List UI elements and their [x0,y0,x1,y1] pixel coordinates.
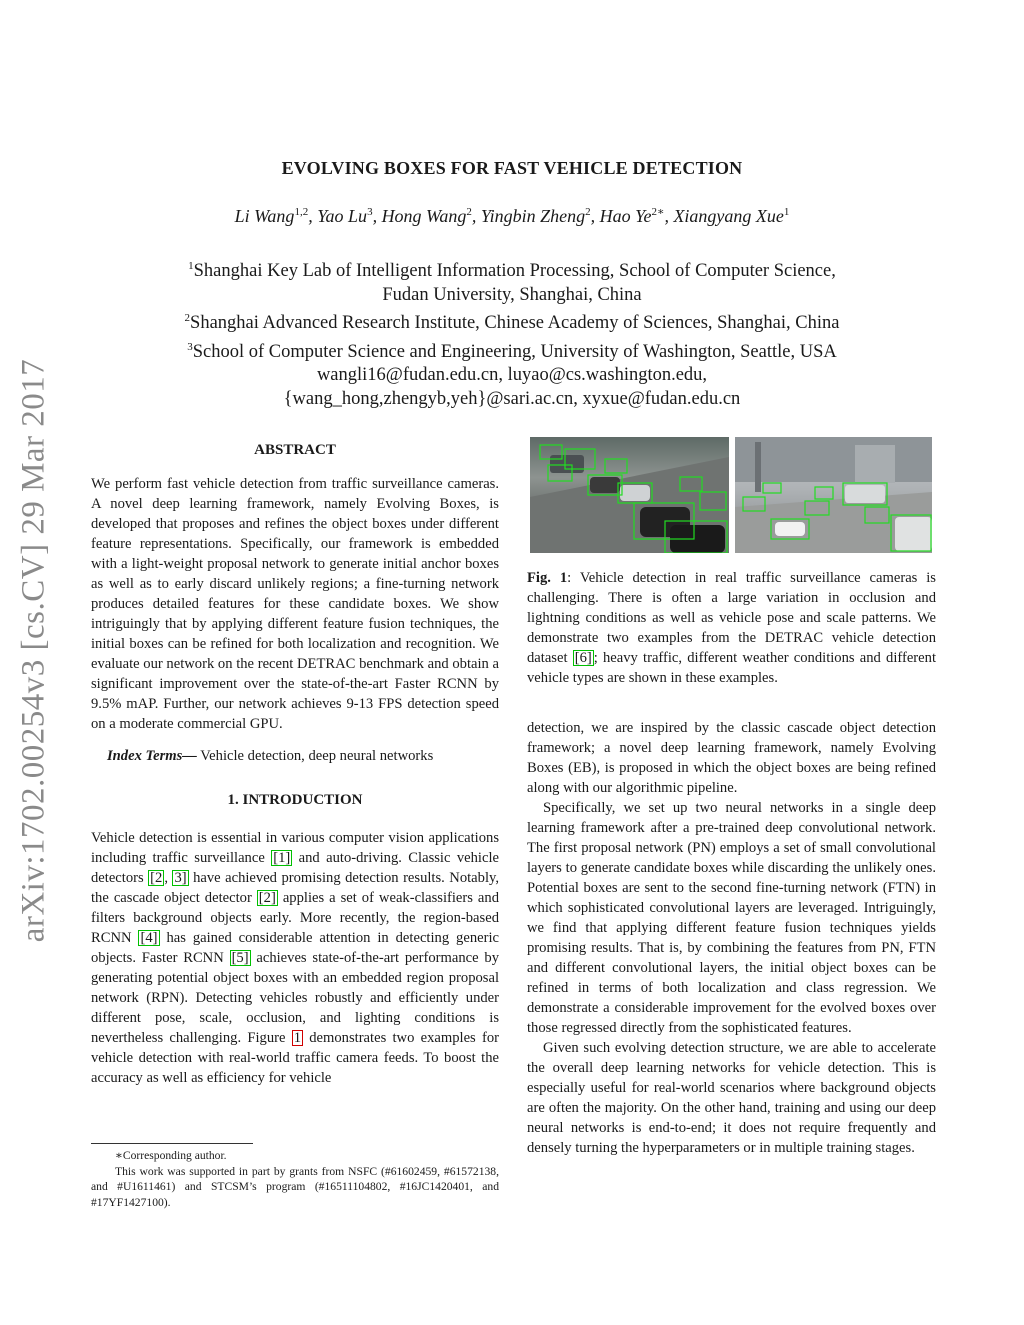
author-affiliation-mark: 1,2 [294,206,309,218]
affiliation-2 [0,307,1024,336]
figure-1-caption [527,568,936,688]
citation-link[interactable]: [4] [140,930,158,946]
affiliation-text: Shanghai Advanced Research Institute, Chinese Academy of Sciences, Shanghai, China [190,313,840,334]
footnote-funding: This work was supported in part by grants from NSFC (#61602459, #61572138, and #U1611461) and STCSM’s program (#16511104802, #16JC1420401, and #17YF1427100). [91,1164,499,1209]
affiliations [0,255,1024,411]
citation-link[interactable]: [5] [231,950,249,966]
affiliation-text: Shanghai Key Lab of Intelligent Information Processing, School of Computer Science, [193,261,836,282]
author-affiliation-mark: 3 [367,206,373,218]
author-affiliation-mark: 2∗ [651,206,665,218]
introduction-paragraph [91,828,499,1088]
text-run: ; heavy traffic, different weather conditions and different vehicle types are shown in these examples. [527,650,936,686]
text-run: : Vehicle detection in real traffic surveillance cameras is challenging. There is often a large variation in occlusion and lightning conditions as well as vehicle pose and scale patterns. We demonstrate two examples from the DETRAC vehicle detection dataset [527,570,936,666]
affiliation-text: School of Computer Science and Engineering, University of Washington, Seattle, USA [192,341,837,362]
text-run: has gained considerable attention in detecting generic objects. Faster RCNN [91,930,499,966]
affiliation-mark: 2 [184,312,191,325]
author-name: Li Wang [234,206,295,226]
footnote-rule [91,1143,253,1144]
author-affiliation-mark: 2 [585,206,591,218]
citation-link[interactable]: [6] [574,650,592,666]
citation-link[interactable]: [2] [258,890,276,906]
text-run: applies a set of weak-classifiers and filters background objects early. More recently, the region-based RCNN [91,890,499,946]
affiliation-mark: 3 [187,340,193,353]
figure-1 [530,437,932,553]
index-terms [107,746,499,766]
figure-label: Fig. 1 [527,570,568,586]
index-terms-label: Index Terms— [107,748,197,764]
author-name: Yingbin Zheng [480,206,586,226]
text-run: have achieved promising detection results. Notably, the cascade object detector [91,870,500,906]
author-name: Xiangyang Xue [673,206,784,226]
body-paragraph: detection, we are inspired by the classic cascade object detection framework; a novel deep learning framework, namely Evolving Boxes (EB), is proposed in which the object boxes are being refined along with our algorithmic pipeline. [527,720,936,796]
abstract-heading: ABSTRACT [254,442,336,458]
body-paragraph: Given such evolving detection structure, we are able to accelerate the overall deep learning networks for vehicle detection. This is especially useful for real-world scenarios where background objects are often the majority. On the other hand, training and using our deep neural networks is end-to-end; it does not require frequently and densely turning the hyperparameters or in multiple training stages. [527,1040,936,1156]
text-run: Vehicle detection is essential in various computer vision applications including traffic surveillance [91,830,499,866]
right-column [527,568,936,1158]
author-name: Hong Wang [381,206,467,226]
text-run: achieves state-of-the-art performance by generating potential object boxes with an embedded region proposal network (RPN). Detecting vehicles robustly and efficiently under different pose, scale, occlusion, and lighting conditions is nevertheless challenging. Figure [91,950,499,1046]
traffic-photo-left [530,437,729,553]
email-line: {wang_hong,zhengyb,yeh}@sari.ac.cn, xyxue@fudan.edu.cn [283,388,741,409]
abstract-body: We perform fast vehicle detection from traffic surveillance cameras. A novel deep learning framework, namely Evolving Boxes, is developed that proposes and refines the object boxes under different feature representations. Specifically, our framework is embedded with a light-weight proposal network to generate initial anchor boxes as well as to early discard unlikely regions; a fine-turning network produces detailed features for these candidate boxes. We show intriguingly that by applying different feature fusion techniques, the initial boxes can be refined for both localization and recognition. We evaluate our network on the recent DETRAC benchmark and obtain a significant improvement over the state-of-the-art Faster RCNN by 9.5% mAP. Further, our network achieves 9-13 FPS detection speed on a moderate commercial GPU. [91,476,499,732]
text-run: and auto-driving. Classic vehicle detectors [91,850,499,886]
footnote-corresponding: ∗Corresponding author. [115,1149,227,1162]
text-run: , [164,870,173,886]
affiliation-mark: 1 [188,260,194,272]
author-name: Yao Lu [317,206,368,226]
citation-link[interactable]: 3] [174,870,187,886]
citation-link[interactable]: [2 [150,870,163,886]
index-terms-text: Vehicle detection, deep neural networks [200,748,434,764]
citation-link[interactable]: [1] [273,850,291,866]
text-run: demonstrates two examples for vehicle detection with real-world traffic camera feeds. To boost the accuracy as well as efficiency for vehicle [91,1030,499,1086]
author-affiliation-mark: 1 [783,206,790,218]
left-column [91,440,499,1088]
affiliation-3 [0,336,1024,365]
footnote [91,1148,499,1210]
author-name: Hao Ye [599,206,652,226]
arxiv-identifier: arXiv:1702.00254v3 [cs.CV] 29 Mar 2017 [15,358,52,942]
figure-1-images [530,437,932,553]
affiliation-1-cont: Fudan University, Shanghai, China [382,284,642,305]
body-paragraph: Specifically, we set up two neural networks in a single deep learning framework after a pre-trained deep convolutional network. The first proposal network (PN) employs a set of small convolutional layers to generate candidate boxes while discarding the unlikely ones. Potential boxes are sent to the second fine-turning network (FTN) in which sophisticated convolutional layers are leveraged. Intriguingly, we find that applying different feature fusion techniques yields promising results. That is, by combining the features from PN, FTN and different convolutional layers, the initial object boxes can be refined in terms of both localization and class regression. We demonstrate a considerable improvement for the evolved boxes over those regressed directly from the sophisticated features. [527,800,936,1036]
traffic-photo-right [735,437,932,553]
paper-title: EVOLVING BOXES FOR FAST VEHICLE DETECTION [281,158,743,178]
introduction-heading: 1. INTRODUCTION [227,792,363,808]
arxiv-side-stamp [6,350,62,950]
affiliation-1 [0,255,1024,284]
author-affiliation-mark: 2 [466,206,472,218]
figure-link[interactable]: 1 [293,1030,301,1046]
email-line: wangli16@fudan.edu.cn, luyao@cs.washington.edu, [316,365,708,386]
author-list: Li Wang$^{1,2}$, Yao Lu$^3$, Hong Wang$^2$, Yingbin Zheng$^2$, Hao $Ye^{2∗}$, Xiangyang Xue$^1$ [234,206,790,226]
